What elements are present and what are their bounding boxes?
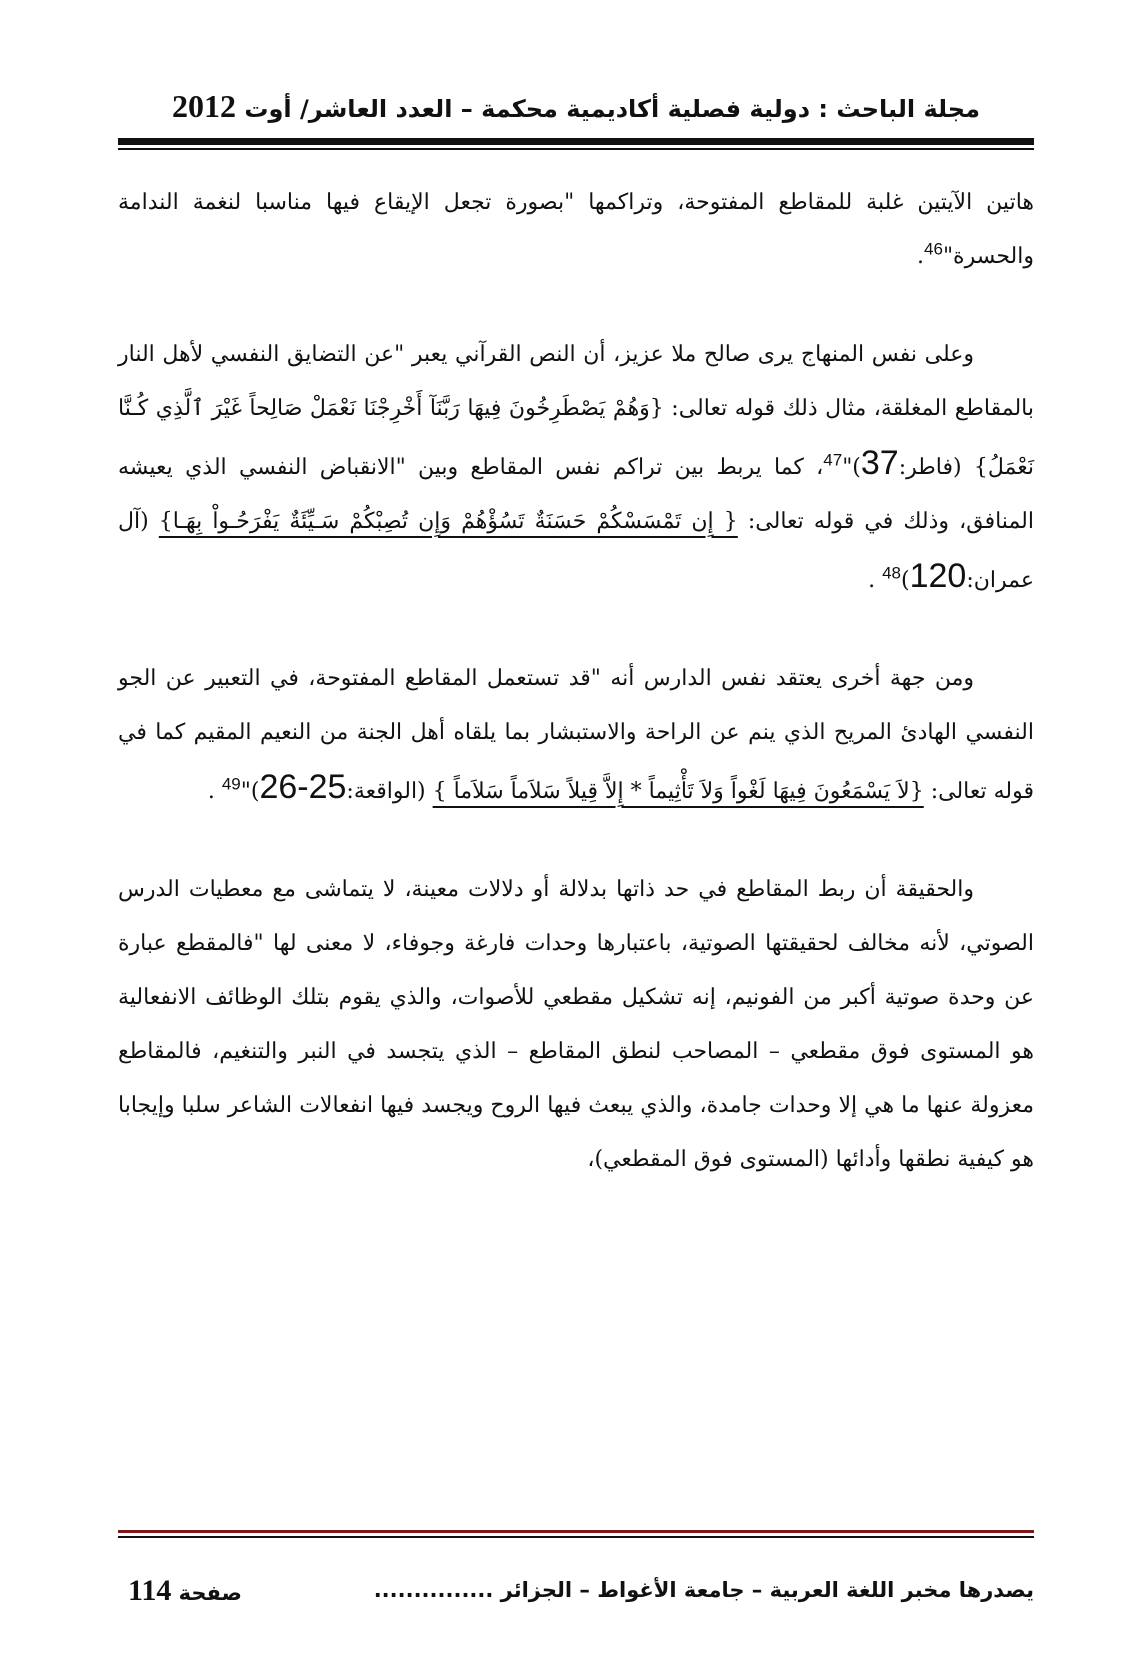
paragraph-1-text: هاتين الآيتين غلبة للمقاطع المفتوحة، وتراكمها "بصورة تجعل الإيقاع فيها مناسبا لنغمة الندامة والحسرة" <box>118 190 1034 269</box>
article-body <box>118 176 1034 1231</box>
journal-title: مجلة الباحث : دولية فصلية أكاديمية محكمة – العدد العاشر/ أوت <box>244 95 980 123</box>
paragraph-1 <box>118 176 1034 284</box>
journal-year: 2012 <box>172 88 237 124</box>
paragraph-2-part-a: وعلى نفس المنهاج يرى صالح ملا عزيز، أن النص القرآني يعبر "عن التضايق النفسي لأهل النار بالمقاطع المغلقة، مثال ذلك قوله تعالى: <box>118 342 1034 421</box>
quran-verse-waqia: {لاَ يَسْمَعُونَ فِيهَا لَغْواً وَلاَ تَأْثِيماً * إِلاَّ قِيلاً سَلاَماً سَلاَماً } <box>432 779 924 804</box>
publisher-line: يصدرها مخبر اللغة العربية – جامعة الأغواط – الجزائر ............... <box>373 1578 1034 1602</box>
page-number-block <box>128 1574 242 1608</box>
header-rule-thick <box>118 138 1034 145</box>
footer-rule-thick <box>118 1530 1034 1533</box>
journal-header <box>118 88 1034 125</box>
verse-ref-fatir-label: (فاطر: <box>898 455 974 480</box>
page-footer <box>118 1574 1034 1618</box>
verse-ref-al-imran-close: ) <box>901 568 910 593</box>
paragraph-4-text: والحقيقة أن ربط المقاطع في حد ذاتها بدلالة أو دلالات معينة، لا يتماشى مع معطيات الدرس الصوتي، لأنه مخالف لحقيقتها الصوتية، باعتبارها وحدات فارغة وجوفاء، لا معنى لها "فالمقطع عبارة عن وحدة صوتية أكبر من الفونيم، إنه تشكيل مقطعي للأصوات، والذي يقوم بتلك الوظائف الانفعالية هو المستوى فوق مقطعي – المصاحب لنطق المقاطع – الذي يتجسد في النبر والتنغيم، فالمقاطع معزولة عنها ما هي إلا وحدات جامدة، والذي يبعث فيها الروح ويجسد فيها انفعالات الشاعر سلبا وإيجابا هو كيفية نطقها وأدائها (المستوى فوق المقطعي)، <box>118 877 1034 1172</box>
paragraph-2 <box>118 328 1034 608</box>
paragraph-3-part-a: ومن جهة أخرى يعتقد نفس الدارس أنه "قد تستعمل المقاطع المفتوحة، في التعبير عن الجو النفسي الهادئ المريح الذي ينم عن الراحة والاستبشار بما يلقاه أهل الجنة من النعيم المقيم كما في قوله تعالى: <box>118 666 1034 804</box>
footnote-ref-47: 47 <box>823 450 843 470</box>
paragraph-1-end: . <box>917 244 925 269</box>
verse-ref-fatir-number: 37 <box>860 444 899 482</box>
verse-ref-fatir-close: )" <box>842 455 861 480</box>
paragraph-2-part-b: ، كما يربط بين تراكم نفس المقاطع وبين "الانقباض النفسي الذي يعيشه المنافق، وذلك في قوله تعالى: <box>118 455 1034 534</box>
verse-ref-waqia-number: 25-26 <box>259 768 347 806</box>
paragraph-4 <box>118 863 1034 1187</box>
paragraph-3 <box>118 652 1034 819</box>
footnote-ref-48: 48 <box>882 563 901 583</box>
footer-rule-thin <box>118 1536 1034 1538</box>
paragraph-2-end: . <box>868 568 883 593</box>
footnote-ref-49: 49 <box>221 774 241 794</box>
paragraph-3-end: . <box>207 779 222 804</box>
quran-verse-fatir: {وَهُمْ يَصْطَرِخُونَ فِيهَا رَبَّنَآ أَخْرِجْنَا نَعْمَلْ صَالِحاً غَيْرَ ٱلَّذِي كُـنَّا نَعْمَلُ} <box>118 396 1034 480</box>
footnote-ref-46: 46 <box>924 239 943 259</box>
page-label: صفحة <box>178 1581 242 1605</box>
quran-verse-al-imran: { إِن تَمْسَسْكُمْ حَسَنَةٌ تَسُؤْهُمْ وَإِن تُصِبْكُمْ سَـيِّئَةٌ يَفْرَحُـواْ بِهَـا} <box>158 509 738 534</box>
verse-ref-waqia-label: (الواقعة: <box>346 779 433 804</box>
verse-ref-waqia-close: )" <box>240 779 260 804</box>
verse-ref-al-imran-number: 120 <box>909 557 967 595</box>
page-number: 114 <box>128 1574 172 1607</box>
header-rule-thin <box>118 148 1034 150</box>
verse-ref-al-imran-label: (آل عمران: <box>118 509 1034 593</box>
